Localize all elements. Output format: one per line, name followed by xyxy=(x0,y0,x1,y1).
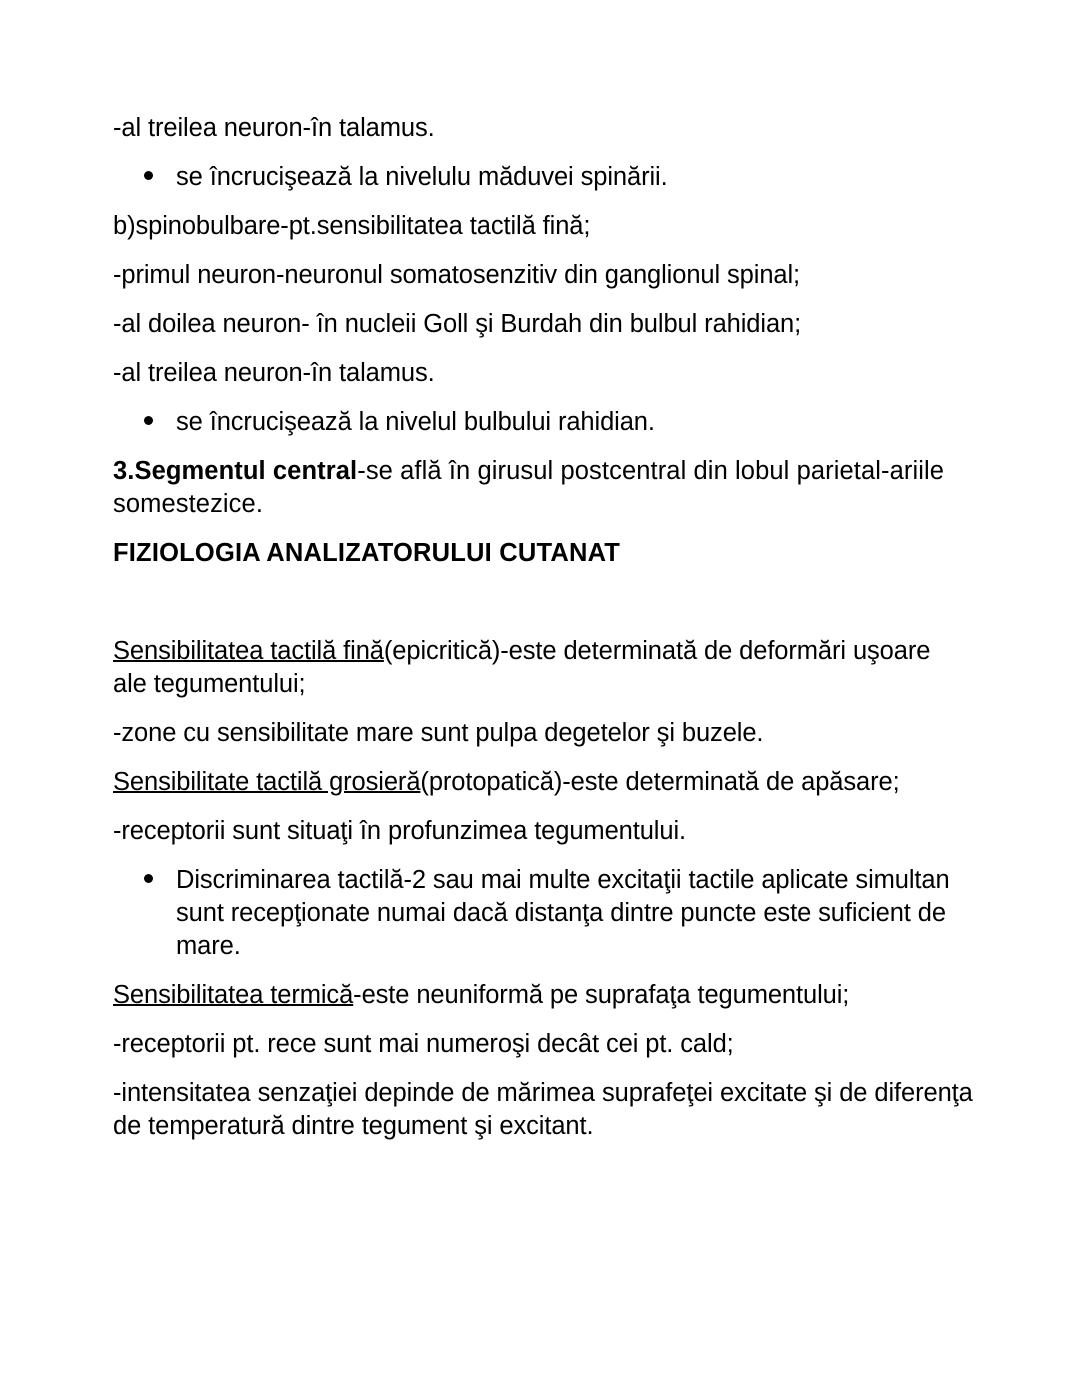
paragraph-zone-sensibilitate-mare: -zone cu sensibilitate mare sunt pulpa degetelor şi buzele. xyxy=(113,719,764,747)
paragraph-receptori-profunzime: -receptorii sunt situaţi în profunzimea tegumentului. xyxy=(113,817,686,845)
bullet-point-icon xyxy=(144,161,155,194)
list-item-label: se încrucişează la nivelulu măduvei spinării. xyxy=(176,163,668,191)
paragraph-first-neuron: -primul neuron-neuronul somatosenzitiv din ganglionul spinal; xyxy=(113,261,801,289)
paragraph-sensibilitate-termica xyxy=(113,979,980,1012)
paragraph-third-neuron-thalamus-1: -al treilea neuron-în talamus. xyxy=(113,114,435,142)
paragraph-segmentul-central xyxy=(113,455,958,521)
paragraph-sensibilitate-tactila-grosiera xyxy=(113,766,958,799)
sensibilitatea-termica-description: -este neuniformă pe suprafaţa tegumentului; xyxy=(353,981,850,1009)
list-item-discriminarea-tactila xyxy=(113,864,980,963)
paragraph-spinobulbare: b)spinobulbare-pt.sensibilitatea tactilă fină; xyxy=(113,212,591,240)
section-spacer xyxy=(113,586,980,635)
paragraph-intensitatea-senzatiei: -intensitatea senzaţiei depinde de mărimea suprafeţei excitate şi de diferenţa de temperatură dintre tegument şi excitant. xyxy=(113,1079,973,1140)
paragraph-receptori-rece-cald: -receptorii pt. rece sunt mai numeroşi decât cei pt. cald; xyxy=(113,1030,734,1058)
list-item-label: Discriminarea tactilă-2 sau mai multe excitaţii tactile aplicate simultan sunt recepţionate numai dacă distanţa dintre puncte este suficient de mare. xyxy=(176,866,950,960)
sensibilitate-tactila-grosiera-description: (protopatică)-este determinată de apăsare; xyxy=(420,768,900,796)
page-title: FIZIOLOGIA ANALIZATORULUI CUTANAT xyxy=(113,539,621,567)
bullet-point-icon xyxy=(144,406,155,439)
sensibilitate-tactila-grosiera-term: Sensibilitate tactilă grosieră xyxy=(113,768,421,796)
bullet-point-icon xyxy=(144,864,155,897)
paragraph-second-neuron: -al doilea neuron- în nucleii Goll şi Burdah din bulbul rahidian; xyxy=(113,310,802,338)
paragraph-third-neuron-thalamus-2: -al treilea neuron-în talamus. xyxy=(113,359,435,387)
segmentul-central-label: 3.Segmentul central xyxy=(113,457,358,485)
sensibilitatea-termica-term: Sensibilitatea termică xyxy=(113,981,354,1009)
paragraph-sensibilitate-tactila-fina xyxy=(113,635,958,701)
segmentul-central-description: -se află în girusul postcentral din lobul parietal-ariile somestezice. xyxy=(113,457,945,518)
list-item-label: se încrucişează la nivelul bulbului rahidian. xyxy=(176,408,655,436)
sensibilitatea-tactila-fina-term: Sensibilitatea tactilă fină xyxy=(113,637,384,665)
list-item-crossing-medulla xyxy=(113,406,980,439)
list-item-crossing-spinal-cord xyxy=(113,161,980,194)
sensibilitatea-tactila-fina-description: (epicritică)-este determinată de deformări uşoare ale tegumentului; xyxy=(113,637,931,698)
